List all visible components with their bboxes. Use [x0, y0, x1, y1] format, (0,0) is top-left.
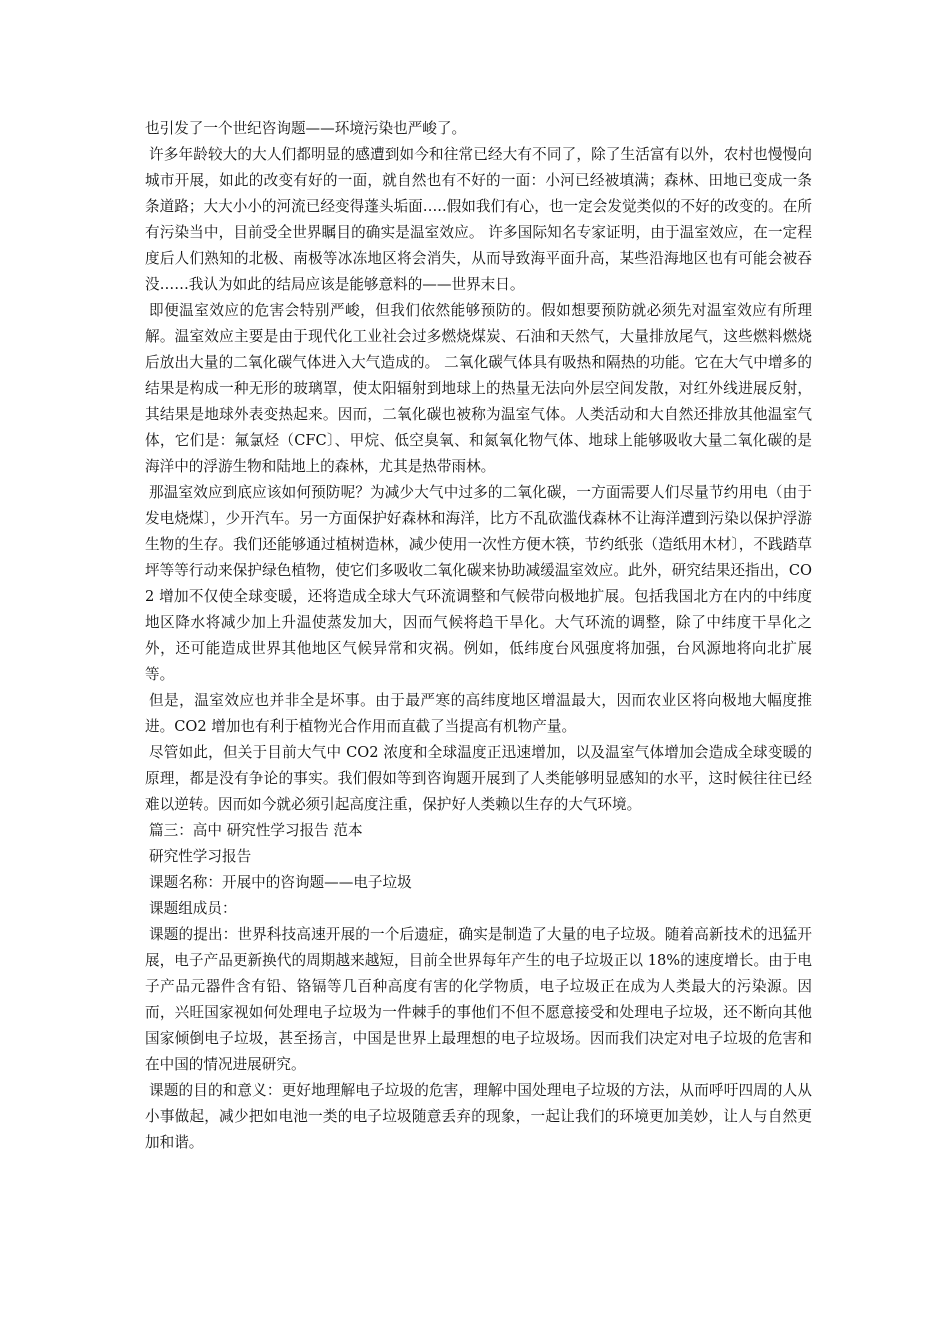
document-page — [145, 116, 812, 1156]
paragraph-topic-purpose: 课题的目的和意义：更好地理解电子垃圾的危害，理解中国处理电子垃圾的方法，从而呼吁四周的人从小事做起，减少把如电池一类的电子垃圾随意丢弃的现象，一起让我们的环境更加美妙，让人与自然更加和谐。 — [145, 1082, 812, 1151]
topic-name: 课题名称：开展中的咨询题——电子垃圾 — [149, 874, 412, 891]
paragraph-pollution-intro: 也引发了一个世纪咨询题——环境污染也严峻了。 — [145, 120, 467, 137]
paragraph-greenhouse-effect: 许多年龄较大的大人们都明显的感遭到如今和往常已经大有不同了，除了生活富有以外，农村也慢慢向城市开展，如此的改变有好的一面，就自然也有不好的一面：小河已经被填满；森林、田地已变成一条条道路；大大小小的河流已经变得蓬头垢面…..假如我们有心，也一定会发觉类似的不好的改变的。在所有污染当中，目前受全世界瞩目的确实是温室效应。 许多国际知名专家证明，由于温室效应，在一定程度后人们熟知的北极、南极等冰冻地区将会消失，从而导致海平面升高，某些沿海地区也有可能会被吞没……我认为如此的结局应该是能够意料的——世界末日。 — [145, 146, 812, 293]
paragraph-greenhouse-prevention: 那温室效应到底应该如何预防呢？为减少大气中过多的二氧化碳，一方面需要人们尽量节约用电（由于发电烧煤〕，少开汽车。另一方面保护好森林和海洋，比方不乱砍滥伐森林不让海洋遭到污染以保护浮游生物的生存。我们还能够通过植树造林，减少使用一次性方便木筷，节约纸张（造纸用木材〕，不践踏草坪等等行动来保护绿色植物，使它们多吸收二氧化碳来协助减缓温室效应。此外，研究结果还指出，CO2 增加不仅使全球变暖，还将造成全球大气环流调整和气候带向极地扩展。包括我国北方在内的中纬度地区降水将减少加上升温使蒸发加大，因而气候将趋干旱化。大气环流的调整，除了中纬度干旱化之外，还可能造成世界其他地区气候异常和灾祸。例如，低纬度台风强度将加强，台风源地将向北扩展等。 — [145, 484, 812, 683]
paragraph-greenhouse-conclusion: 尽管如此，但关于目前大气中 CO2 浓度和全球温度正迅速增加，以及温室气体增加会造成全球变暖的原理，都是没有争论的事实。我们假如等到咨询题开展到了人类能够明显感知的水平，这时候往往已经难以逆转。因而如今就必须引起高度注重，保护好人类赖以生存的大气环境。 — [145, 744, 812, 813]
report-title: 研究性学习报告 — [149, 848, 252, 865]
paragraph-topic-proposal: 课题的提出：世界科技高速开展的一个后遗症，确实是制造了大量的电子垃圾。随着高新技术的迅猛开展，电子产品更新换代的周期越来越短，目前全世界每年产生的电子垃圾正以 18%的速度增长。由于电子产品元器件含有铅、铬镉等几百种高度有害的化学物质，电子垃圾正在成为人类最大的污染源。因而，兴旺国家视如何处理电子垃圾为一件棘手的事他们不但不愿意接受和处理电子垃圾，还不断向其他国家倾倒电子垃圾，甚至扬言，中国是世界上最理想的电子垃圾场。因而我们决定对电子垃圾的危害和在中国的情况进展研究。 — [145, 926, 812, 1073]
paragraph-greenhouse-cause: 即便温室效应的危害会特别严峻，但我们依然能够预防的。假如想要预防就必须先对温室效应有所理解。温室效应主要是由于现代化工业社会过多燃烧煤炭、石油和天然气，大量排放尾气，这些燃料燃烧后放出大量的二氧化碳气体进入大气造成的。 二氧化碳气体具有吸热和隔热的功能。它在大气中增多的结果是构成一种无形的玻璃罩，使太阳辐射到地球上的热量无法向外层空间发散，对红外线进展反射，其结果是地球外表变热起来。因而，二氧化碳也被称为温室气体。人类活动和大自然还排放其他温室气体，它们是：氟氯烃（CFC〕、甲烷、低空臭氧、和氮氧化物气体、地球上能够吸收大量二氧化碳的是海洋中的浮游生物和陆地上的森林，尤其是热带雨林。 — [145, 302, 812, 475]
paragraph-greenhouse-benefit: 但是，温室效应也并非全是坏事。由于最严寒的高纬度地区增温最大，因而农业区将向极地大幅度推进。CO2 增加也有利于植物光合作用而直截了当提高有机物产量。 — [145, 692, 812, 735]
team-members: 课题组成员： — [149, 900, 237, 917]
section-heading-part3: 篇三：高中 研究性学习报告 范本 — [149, 822, 363, 839]
